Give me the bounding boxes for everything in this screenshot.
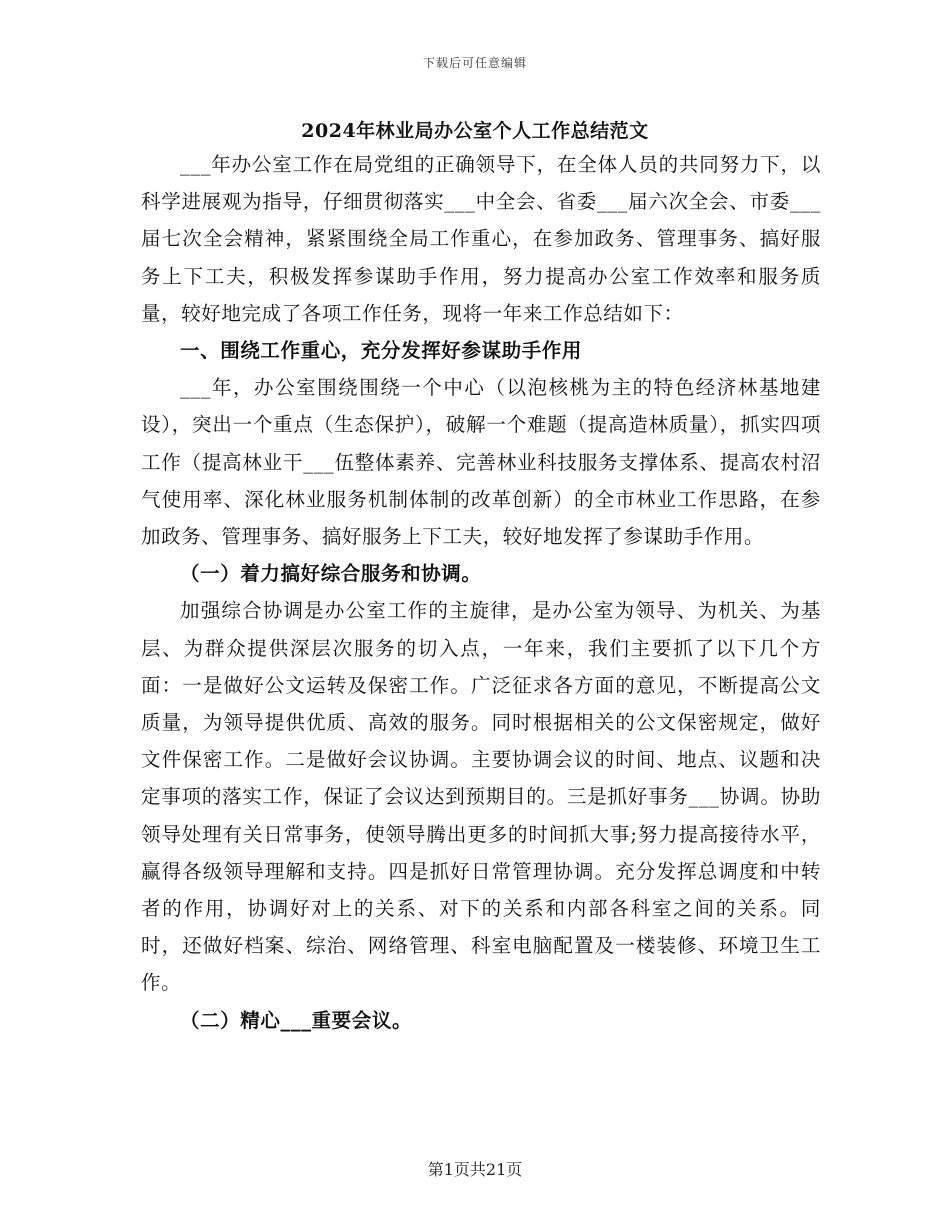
subsection-2-heading: （二）精心___重要会议。 [180,1008,413,1032]
section-1-heading: 一、围绕工作重心，充分发挥好参谋助手作用 [180,339,583,363]
subsection-1-paragraph: 加强综合协调是办公室工作的主旋律，是办公室为领导、为机关、为基层、为群众提供深层次服务的切入点，一年来，我们主要抓了以下几个方面：一是做好公文运转及保密工作。广泛征求各方面的意见，不断提高公文质量，为领导提供优质、高效的服务。同时根据相关的公文保密规定，做好文件保密工作。二是做好会议协调。主要协调会议的时间、地点、议题和决定事项的落实工作，保证了会议达到预期目的。三是抓好事务___协调。协助领导处理有关日常事务，使领导腾出更多的时间抓大事;努力提高接待水平，赢得各级领导理解和支持。四是抓好日常管理协调。充分发挥总调度和中转者的作用，协调好对上的关系、对下的关系和内部各科室之间的关系。同时，还做好档案、综治、网络管理、科室电脑配置及一楼装修、环境卫生工作。 [141,599,821,995]
document-body [141,146,821,1039]
page-number: 第1页共21页 [427,1160,523,1179]
intro-paragraph: ___年办公室工作在局党组的正确领导下，在全体人员的共同努力下，以科学进展观为指导，仔细贯彻落实___中全会、省委___届六次全会、市委___届七次全会精神，紧紧围绕全局工作重心，在参加政务、管理事务、搞好服务上下工夫，积极发挥参谋助手作用，努力提高办公室工作效率和服务质量，较好地完成了各项工作任务，现将一年来工作总结如下： [141,153,821,325]
subsection-1-heading: （一）着力搞好综合服务和协调。 [180,562,482,586]
header-note: 下载后可任意编辑 [422,56,527,70]
section-1-paragraph: ___年，办公室围绕围绕一个中心（以泡核桃为主的特色经济林基地建设），突出一个重点（生态保护），破解一个难题（提高造林质量），抓实四项工作（提高林业干___伍整体素养、完善林业科技服务支撑体系、提高农村沼气使用率、深化林业服务机制体制的改革创新）的全市林业工作思路，在参加政务、管理事务、搞好服务上下工夫，较好地发挥了参谋助手作用。 [141,376,821,549]
document-title: 2024年林业局办公室个人工作总结范文 [301,120,649,142]
